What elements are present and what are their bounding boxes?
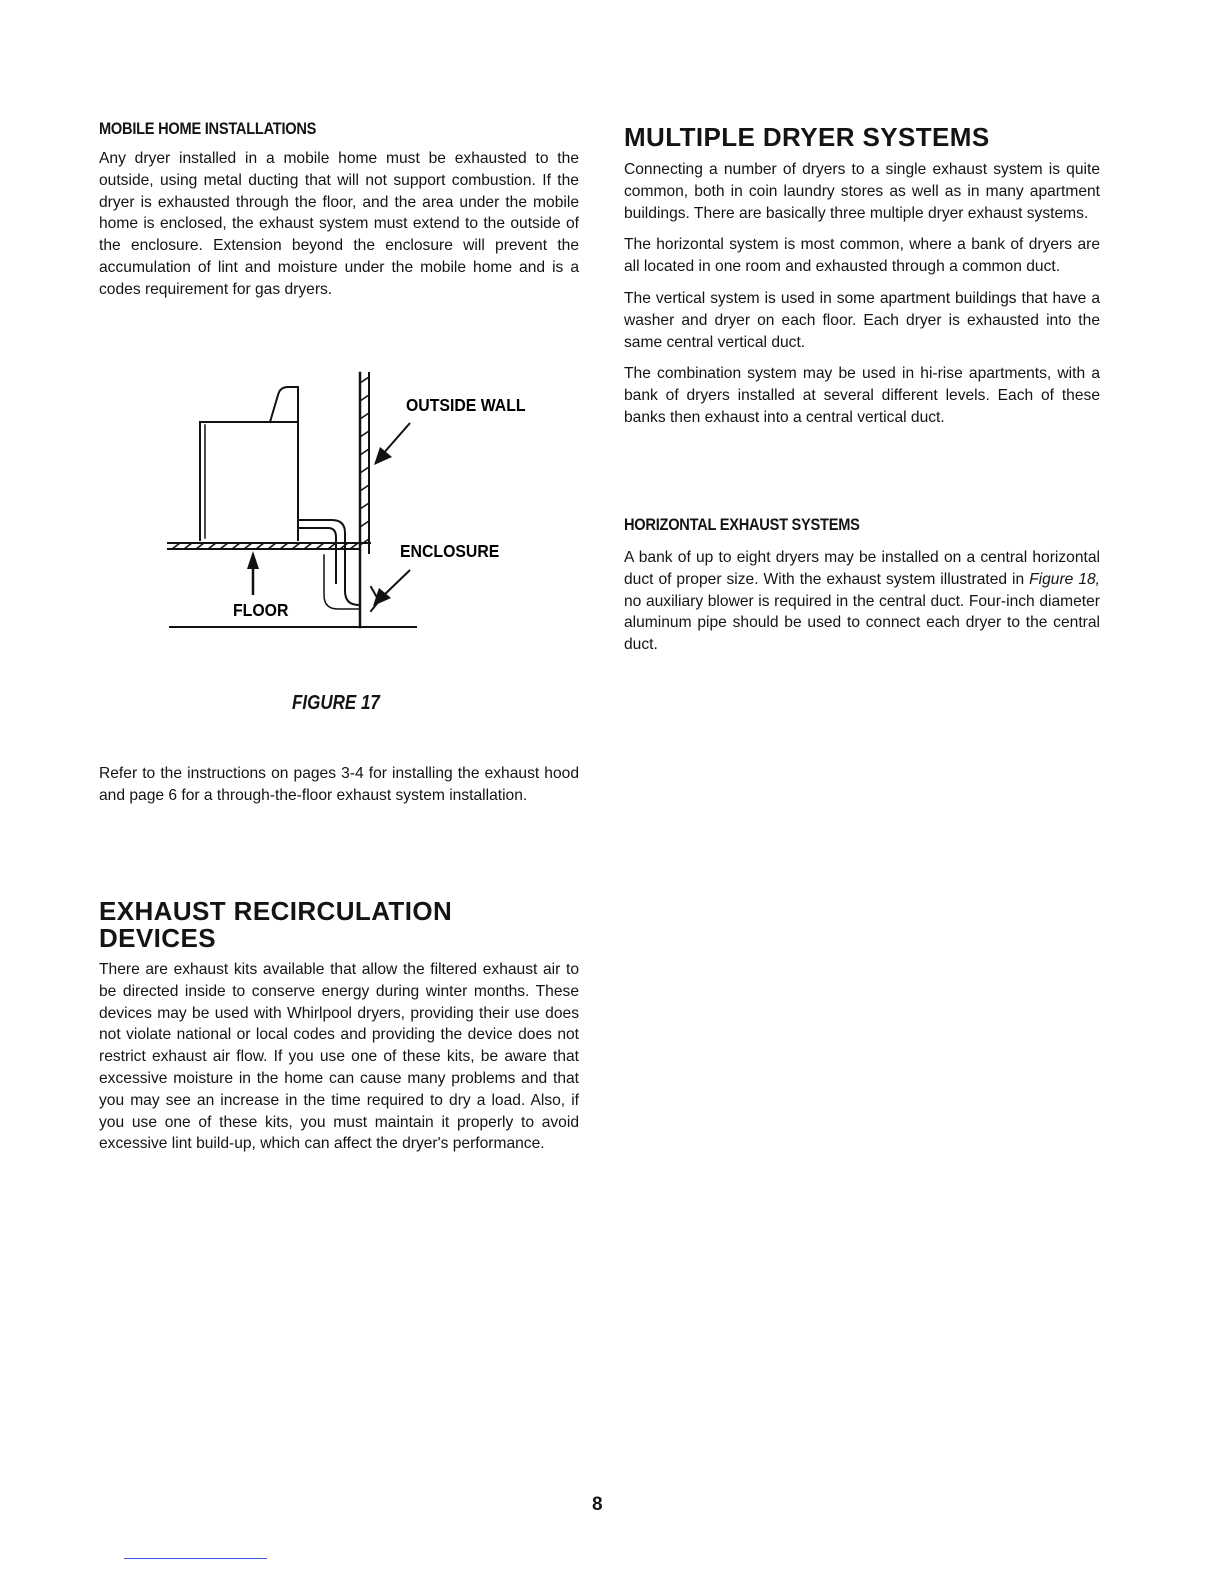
label-floor: FLOOR (233, 600, 289, 621)
figure-18-reference: Figure 18, (1029, 570, 1100, 588)
mobile-home-body: Any dryer installed in a mobile home must be exhausted to the outside, using metal ducting that will not support combustion. If the dryer is exhausted through the floor, and the area under the mobile home is enclosed, the exhaust system must extend to the outside of the enclosure. Extension beyond the enclosure will prevent the accumulation of lint and moisture under the mobile home and is a codes requirement for gas dryers. (99, 150, 579, 298)
arrow-enclosure (373, 570, 410, 606)
recirculation-section (99, 898, 579, 1155)
exhaust-duct-outer (298, 520, 359, 605)
bottom-rule (124, 1558, 267, 1559)
arrow-floor (247, 551, 259, 595)
multiple-p2: The horizontal system is most common, where a bank of dryers are all located in one room and exhausted through a common duct. (624, 236, 1100, 276)
mobile-home-heading: MOBILE HOME INSTALLATIONS (99, 119, 317, 138)
page-number: 8 (592, 1494, 603, 1515)
arrow-outside-wall (374, 423, 410, 465)
refer-text: Refer to the instructions on pages 3-4 for installing the exhaust hood and page 6 for a through-the-floor exhaust system installation. (99, 765, 579, 804)
dryer-console (270, 387, 298, 422)
multiple-p1: Connecting a number of dryers to a single exhaust system is quite common, both in coin laundry stores as well as in many apartment buildings. There are basically three multiple dryer exhaust systems. (624, 161, 1100, 222)
dryer-cabinet (200, 422, 298, 540)
multiple-dryer-section (624, 124, 1100, 429)
multiple-p3: The vertical system is used in some apartment buildings that have a washer and dryer on each floor. Each dryer is exhausted into the same central vertical duct. (624, 289, 1100, 351)
multiple-dryer-heading: MULTIPLE DRYER SYSTEMS (624, 122, 990, 152)
mobile-home-section (99, 119, 579, 301)
horizontal-body (624, 547, 1100, 656)
recirculation-heading-line2: DEVICES (99, 923, 216, 953)
recirculation-body: There are exhaust kits available that allow the filtered exhaust air to be directed inside to conserve energy during winter months. These devices may be used with Whirlpool dryers, providing their use does not violate national or local codes and providing the device does not restrict exhaust air flow. If you use one of these kits, be aware that excessive moisture in the home can cause many problems and that you may see an increase in the time required to dry a load. Also, if you use one of these kits, you must maintain it properly to avoid excessive lint build-up, which can affect the dryer's performance. (99, 961, 579, 1153)
figure-17-caption: FIGURE 17 (292, 692, 380, 714)
figure-17-diagram (160, 365, 540, 640)
multiple-p4: The combination system may be used in hi-rise apartments, with a bank of dryers installed at several different levels. Each of these banks then exhaust into a central vertical duct. (624, 365, 1100, 426)
wall-hatch (360, 377, 369, 545)
refer-section (99, 763, 579, 807)
label-outside-wall: OUTSIDE WALL (406, 395, 526, 416)
recirculation-heading-line1: EXHAUST RECIRCULATION (99, 896, 453, 926)
horizontal-body-before: A bank of up to eight dryers may be installed on a central horizontal duct of proper size. With the exhaust system illustrated in (624, 549, 1100, 588)
horizontal-body-after: no auxiliary blower is required in the central duct. Four-inch diameter aluminum pipe should be used to connect each dryer to the central duct. (624, 592, 1100, 654)
horizontal-section (624, 515, 1100, 656)
label-enclosure: ENCLOSURE (400, 541, 500, 562)
recirculation-heading (99, 898, 579, 952)
horizontal-heading: HORIZONTAL EXHAUST SYSTEMS (624, 515, 860, 534)
